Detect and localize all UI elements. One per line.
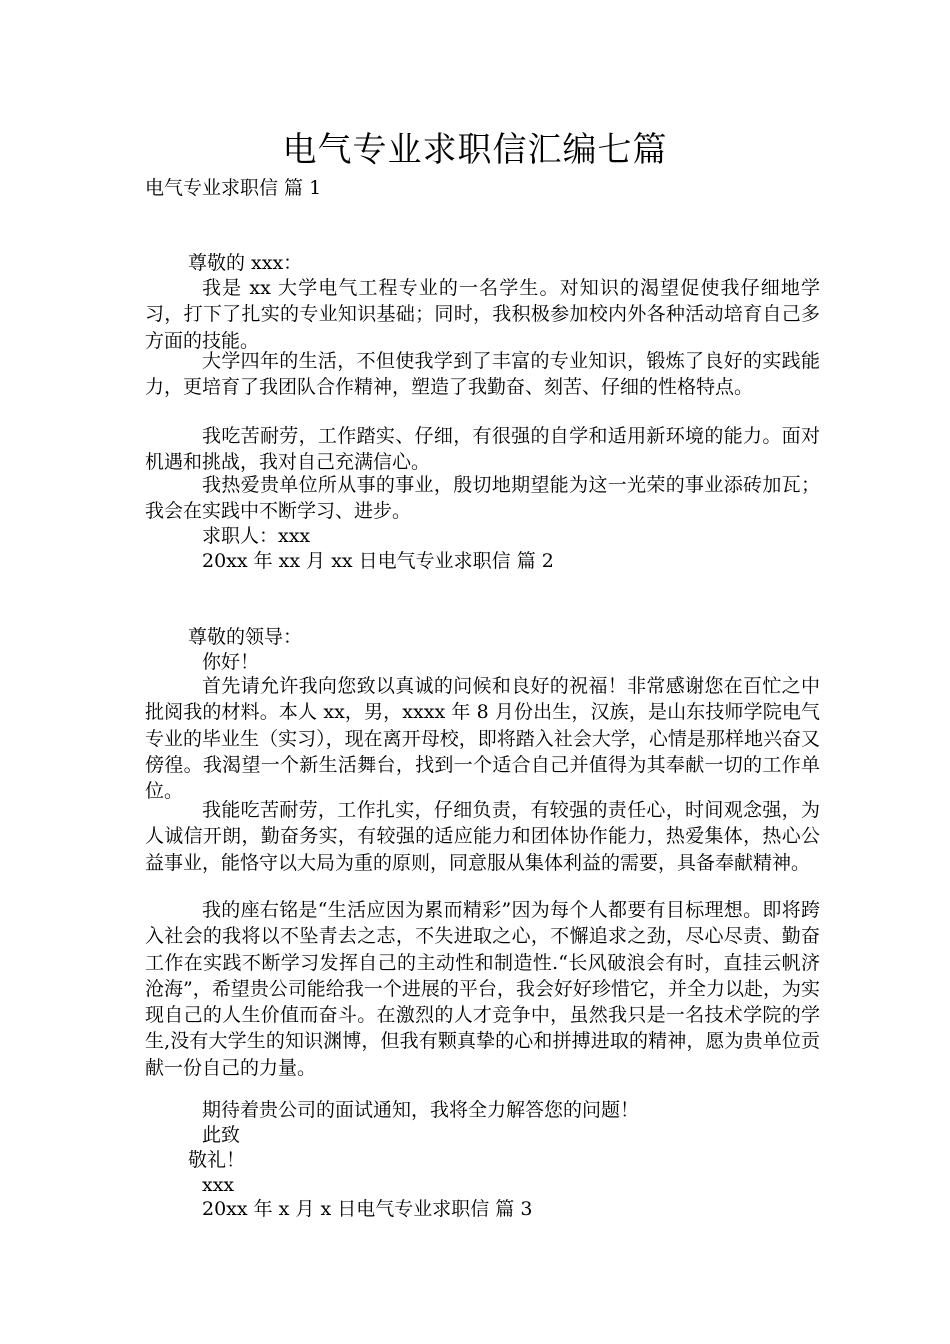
letter2-cizhi: 此致 [202, 1124, 241, 1146]
letter1-paragraph-3: 我吃苦耐劳，工作踏实、仔细，有很强的自学和适用新环境的能力。面对机遇和挑战，我对自己充满信心。 [145, 425, 820, 474]
letter2-signature: xxx [202, 1174, 235, 1196]
letter2-date-and-next-heading: 20xx 年 x 月 x 日电气专业求职信 篇 3 [202, 1198, 533, 1220]
document-title: 电气专业求职信汇编七篇 [282, 130, 668, 170]
letter1-heading: 电气专业求职信 篇 1 [145, 177, 322, 199]
letter1-paragraph-4: 我热爱贵单位所从事的事业，殷切地期望能为这一光荣的事业添砖加瓦；我会在实践中不断学习、进步。 [145, 474, 820, 523]
letter1-date-and-next-heading: 20xx 年 xx 月 xx 日电气专业求职信 篇 2 [202, 550, 554, 572]
letter2-closing-line: 期待着贵公司的面试通知，我将全力解答您的问题！ [202, 1099, 640, 1121]
letter1-paragraph-2: 大学四年的生活，不但使我学到了丰富的专业知识，锻炼了良好的实践能力，更培育了我团队合作精神，塑造了我勤奋、刻苦、仔细的性格特点。 [145, 350, 820, 399]
letter2-jingli: 敬礼！ [188, 1149, 246, 1171]
letter2-paragraph-2: 我能吃苦耐劳，工作扎实，仔细负责，有较强的责任心，时间观念强，为人诚信开朗，勤奋务实，有较强的适应能力和团体协作能力，热爱集体，热心公益事业，能恪守以大局为重的原则，同意服从集体利益的需要，具备奉献精神。 [145, 799, 820, 874]
letter2-greeting: 你好！ [202, 651, 260, 673]
letter1-paragraph-1: 我是 xx 大学电气工程专业的一名学生。对知识的渴望促使我仔细地学习，打下了扎实的专业知识基础；同时，我积极参加校内外各种活动培育自己多方面的技能。 [145, 277, 820, 352]
letter1-signature: 求职人：xxx [202, 525, 311, 547]
letter2-paragraph-1: 首先请允许我向您致以真诚的问候和良好的祝福！非常感谢您在百忙之中批阅我的材料。本人 xx，男，xxxx 年 8 月份出生，汉族，是山东技师学院电气专业的毕业生（实习），现在离开母校，即将踏入社会大学，心情是那样地兴奋又傍徨。我渴望一个新生活舞台，找到一个适合自己并值得为其奉献一切的工作单位。 [145, 675, 820, 803]
letter2-paragraph-3: 我的座右铭是“生活应因为累而精彩”因为每个人都要有目标理想。即将跨入社会的我将以不坠青去之志，不失进取之心，不懈追求之劲，尽心尽责、勤奋工作在实践不断学习发挥自己的主动性和制造性.“长风破浪会有时，直挂云帆济沧海”，希望贵公司能给我一个进展的平台，我会好好珍惜它，并全力以赴，为实现自己的人生价值而奋斗。在激烈的人才竞争中，虽然我只是一名技术学院的学生,没有大学生的知识渊博，但我有颗真挚的心和拼搏进取的精神，愿为贵单位贡献一份自己的力量。 [145, 899, 820, 1079]
letter1-salutation: 尊敬的 xxx： [188, 252, 303, 274]
letter2-salutation: 尊敬的领导： [188, 626, 303, 648]
